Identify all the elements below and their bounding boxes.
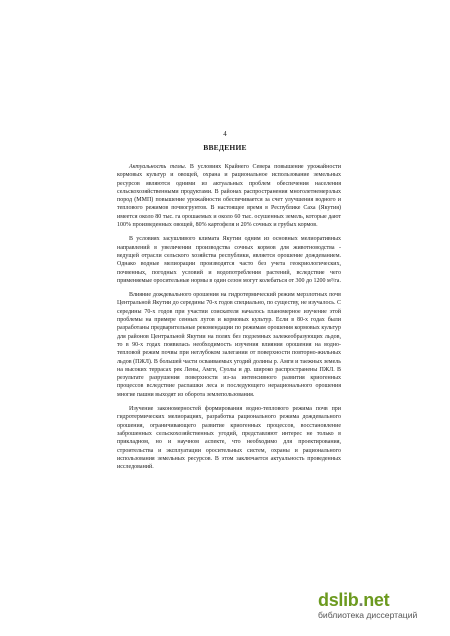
watermark-subtitle: библиотека диссертаций [318, 610, 418, 620]
paragraph-text: В условиях Крайнего Севера повышение урожайности кормовых культур и овощей, охрана и рациональное использование земельных ресурсов являются одними из актуальных проблем обеспечения населения сельскохозяйственными продуктами. В районах распространения многолетнемерзлых пород (ММП) повышение урожайности обеспечивается за счет улучшения водного и теплового режимов почвогрунтов. В настоящее время в Республике Саха (Якутия) имеется около 80 тыс. га орошаемых и около 60 тыс. осушенных земель, которые дают 100% произведенных овощей, 80% картофеля и 20% сочных и грубых кормов. [117, 164, 341, 229]
body-text [117, 163, 341, 477]
paragraph-text: Изучение закономерностей формирования водно-теплового режима почв при гидротермических мелиорациях, разработка рационального режима дождевального орошения, ограничивающего развитие криогенных процессов, восстановление заброшенных сельскохозяйственных угодий, представляют интерес не только в прикладном, но и научном аспекте, что необходимо для проектирования, строительства и эксплуатации оросительных систем, охраны и рационального использования земельных ресурсов. В этом заключается актуальность проведенных исследований. [117, 406, 341, 471]
page-number: 4 [223, 130, 227, 138]
paragraph-text: Влияние дождевального орошения на гидротермический режим мерзлотных почв Центральной Якутии до середины 70-х годов специально, по существу, не изучалось. С середины 70-х годов при участии соискателя началось планомерное изучение этой проблемы на примере сенных лугов и кормовых культур. Если в 80-х годах были разработаны предварительные рекомендации по режимам орошения кормовых культур для районов Центральной Якутии на полях без подземных залежеобразующих льдов, то в 90-х годах появилась необходимость изучения влияния орошения на водно-тепловой режим почвы при неглубоком залегании от поверхности повторно-жильных льдов (ПЖЛ). В большей части осваиваемых угодий долины р. Амги и таежных земель на высоких террасах рек Лены, Амги, Суолы и др. широко распространены ПЖЛ. В результате разрушения поверхности из-за интенсивного развития криогенных процессов вследствие распашки леса и последующего нерационального орошения многие пашни выходят из оборота землепользования. [117, 292, 341, 398]
logo-main: dslib [318, 590, 359, 610]
paragraph-text: В условиях засушливого климата Якутии одним из основных мелиоративных направлений в увеличении производства сочных кормов для животноводства - ведущей отрасли сельского хозяйства республики, является орошение дождеванием. Однако водные мелиорации производятся часто без учета геокриологических, почвенных, погодных условий и водопотребления растений, вследствие чего применяемые оросительные нормы в один сезон могут колебаться от 300 до 1200 м³/га. [117, 236, 341, 284]
watermark-logo [318, 591, 442, 609]
paragraph-climate [117, 235, 341, 285]
logo-dot: . [358, 590, 364, 610]
logo-tld: net [363, 590, 390, 610]
paragraph-lead: Актуальность темы. [129, 164, 187, 170]
paragraph-irrigation-influence [117, 291, 341, 399]
paragraph-relevance [117, 163, 341, 229]
paragraph-research-interest [117, 405, 341, 471]
section-heading: ВВЕДЕНИЕ [203, 143, 247, 152]
dslib-watermark [318, 591, 442, 620]
